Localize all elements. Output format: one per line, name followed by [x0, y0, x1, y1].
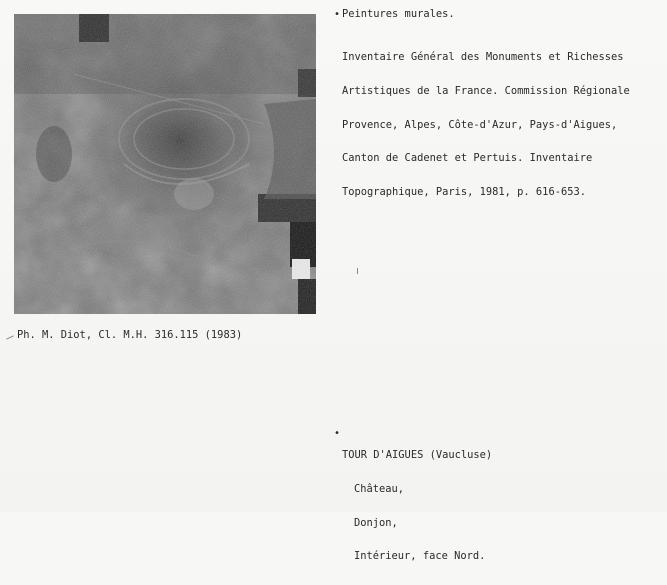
pen-mark	[357, 268, 358, 274]
pen-mark	[6, 335, 14, 339]
bibliography-line: Artistiques de la France. Commission Régionale	[342, 85, 630, 98]
bibliography-line: Provence, Alpes, Côte-d'Azur, Pays-d'Aigues,	[342, 118, 618, 131]
location-title: TOUR D'AIGUES (Vaucluse)	[342, 449, 493, 462]
bibliography-line: Inventaire Général des Monuments et Richesses	[342, 51, 624, 64]
bibliography-line: Topographique, Paris, 1981, p. 616-653.	[342, 185, 586, 198]
location-bullet: •	[334, 428, 341, 439]
photo-credit: Ph. M. Diot, Cl. M.H. 316.115 (1983)	[17, 329, 243, 341]
location-block	[342, 428, 492, 585]
bibliography-line: Canton de Cadenet et Pertuis. Inventaire	[342, 152, 593, 165]
heading-bullet: •	[334, 9, 341, 20]
location-line: Intérieur, face Nord.	[354, 550, 486, 563]
location-line: Donjon,	[354, 516, 398, 529]
mural-photograph	[14, 14, 316, 314]
subject-heading: Peintures murales.	[342, 8, 455, 20]
location-line: Château,	[354, 483, 405, 496]
mural-photo-image	[14, 14, 316, 314]
bibliography-reference	[342, 30, 630, 220]
